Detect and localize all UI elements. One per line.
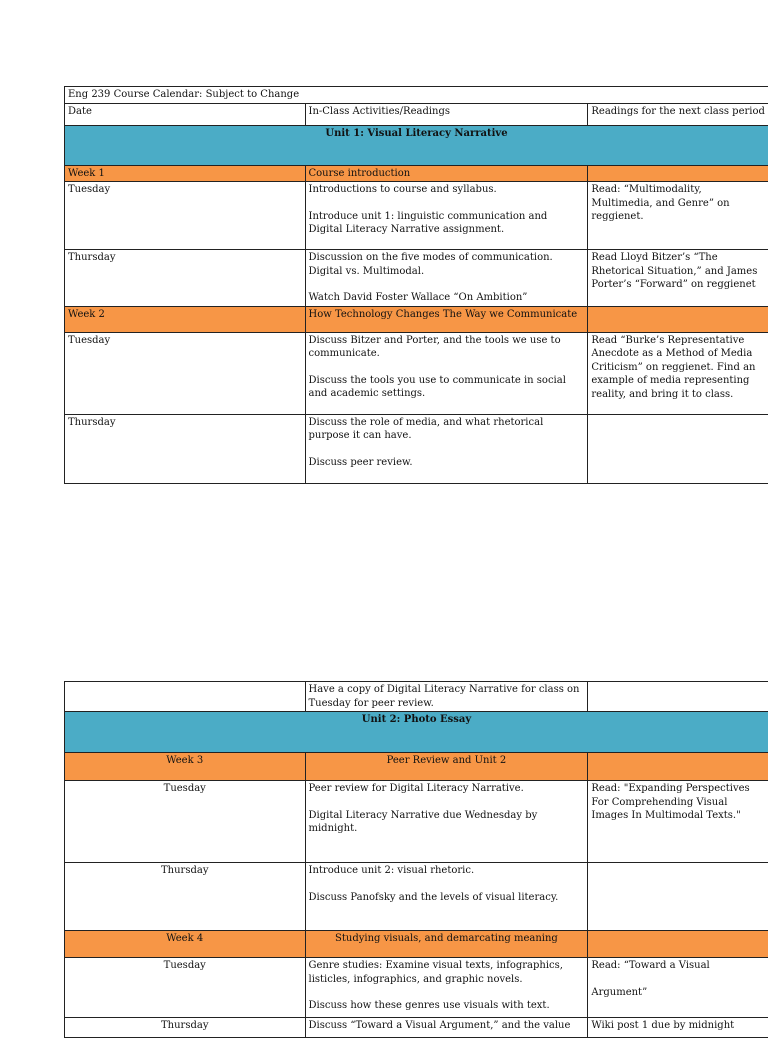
table-row [65,332,768,414]
w2-thu-empty [588,414,768,483]
w2-tue-act2: Discuss the tools you use to communicate in social and academic settings. [309,374,585,401]
w2-tue-act1: Discuss Bitzer and Porter, and the tools we use to communicate. [309,334,585,361]
w1-thu-day: Thursday [65,250,306,307]
w3-thu-activities [305,863,588,931]
w3-tue-day: Tuesday [65,781,306,863]
w1-thu-act1: Discussion on the five modes of communication. Digital vs. Multimodal. [309,251,585,278]
header-row [65,103,768,125]
w1-thu-activities [305,250,588,307]
week-1-topic: Course introduction [305,165,588,182]
header-date: Date [65,103,306,125]
week-1-empty [588,165,768,182]
w4-tue-act2: Discuss how these genres use visuals with text. [309,999,585,1013]
w3-thu-empty [588,863,768,931]
carry-over-empty-2 [588,682,768,712]
w4-tue-reading [588,958,768,1018]
week-3-topic: Peer Review and Unit 2 [305,753,588,781]
w1-tue-activities [305,182,588,250]
w4-thu-day: Thursday [65,1018,306,1038]
course-calendar-table-1 [64,86,768,484]
w4-tue-act1: Genre studies: Examine visual texts, infographics, listicles, infographics, and graphic novels. [309,959,585,986]
w4-tue-reading-2: Argument” [591,986,765,1000]
table-row [65,682,768,712]
week-1-row [65,165,768,182]
week-4-topic: Studying visuals, and demarcating meaning [305,931,588,958]
w1-thu-act2: Watch David Foster Wallace “On Ambition” [309,291,585,305]
w3-tue-act1: Peer review for Digital Literacy Narrative. [309,782,585,796]
w2-tue-reading: Read “Burke’s Representative Anecdote as a Method of Media Criticism” on reggienet. Find an example of media representing reality, and bring it to class. [588,332,768,414]
week-3-row [65,753,768,781]
carry-over-empty [65,682,306,712]
table-row [65,250,768,307]
table-row [65,781,768,863]
w4-tue-activities [305,958,588,1018]
week-1-label: Week 1 [65,165,306,182]
week-3-empty [588,753,768,781]
week-2-empty [588,306,768,332]
unit-1-title: Unit 1: Visual Literacy Narrative [65,125,768,165]
w4-thu-reading: Wiki post 1 due by midnight [588,1018,768,1038]
week-4-empty [588,931,768,958]
w2-thu-act1: Discuss the role of media, and what rhetorical purpose it can have. [309,416,585,443]
w1-thu-reading: Read Lloyd Bitzer’s “The Rhetorical Situation,” and James Porter’s “Forward” on reggienet [588,250,768,307]
week-4-row [65,931,768,958]
w2-thu-act2: Discuss peer review. [309,456,585,470]
week-3-label: Week 3 [65,753,306,781]
table-row [65,414,768,483]
calendar-title: Eng 239 Course Calendar: Subject to Change [65,87,768,104]
w3-thu-day: Thursday [65,863,306,931]
header-readings: Readings for the next class period [588,103,768,125]
week-2-label: Week 2 [65,306,306,332]
w3-tue-act2: Digital Literacy Narrative due Wednesday by midnight. [309,809,585,836]
unit-1-banner [65,125,768,165]
unit-2-title: Unit 2: Photo Essay [65,712,768,753]
w1-tue-act2: Introduce unit 1: linguistic communication and Digital Literacy Narrative assignment. [309,210,585,237]
week-4-label: Week 4 [65,931,306,958]
w3-tue-reading: Read: "Expanding Perspectives For Comprehending Visual Images In Multimodal Texts." [588,781,768,863]
w2-tue-activities [305,332,588,414]
carry-over-text: Have a copy of Digital Literacy Narrative for class on Tuesday for peer review. [305,682,588,712]
w1-tue-day: Tuesday [65,182,306,250]
table-row [65,863,768,931]
w3-tue-activities [305,781,588,863]
header-activities: In-Class Activities/Readings [305,103,588,125]
w4-tue-reading-1: Read: “Toward a Visual [591,959,765,973]
w2-thu-activities [305,414,588,483]
table-row [65,182,768,250]
w3-thu-act2: Discuss Panofsky and the levels of visual literacy. [309,891,585,905]
title-row [65,87,768,104]
course-calendar-table-2 [64,681,768,1038]
w3-thu-act1: Introduce unit 2: visual rhetoric. [309,864,585,878]
unit-2-banner [65,712,768,753]
w4-thu-act1: Discuss “Toward a Visual Argument,” and the value [305,1018,588,1038]
w2-tue-day: Tuesday [65,332,306,414]
week-2-row [65,306,768,332]
w1-tue-reading: Read: “Multimodality, Multimedia, and Genre” on reggienet. [588,182,768,250]
w4-tue-day: Tuesday [65,958,306,1018]
table-row [65,958,768,1018]
w2-thu-day: Thursday [65,414,306,483]
week-2-topic: How Technology Changes The Way we Communicate [305,306,588,332]
w1-tue-act1: Introductions to course and syllabus. [309,183,585,197]
table-row [65,1018,768,1038]
